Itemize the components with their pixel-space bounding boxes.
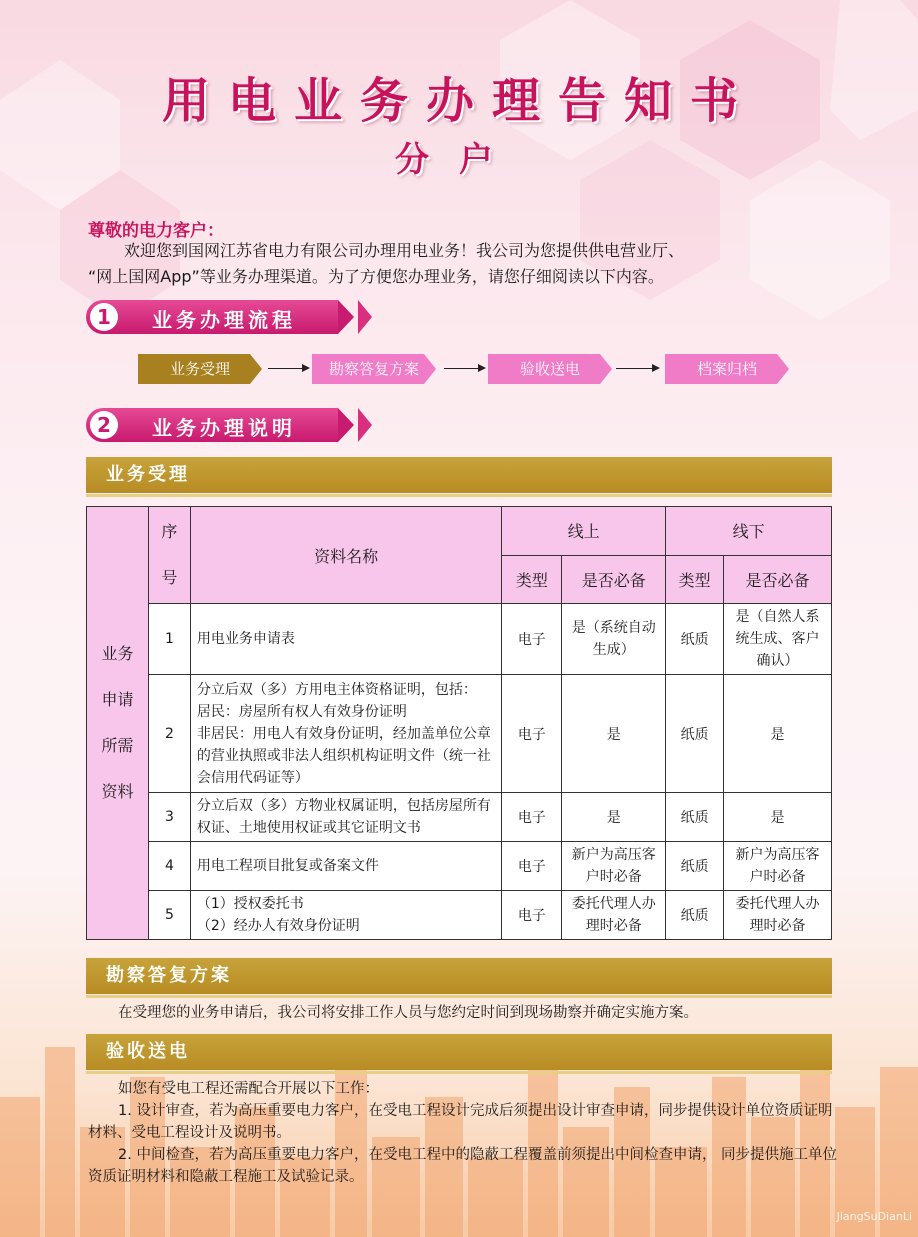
flow-step-label: 验收送电	[519, 360, 580, 378]
row-offline-required: 新户为高压客户时必备	[724, 842, 832, 891]
row-seq: 4	[148, 842, 190, 891]
survey-text: 在受理您的业务申请后，我公司将安排工作人员与您约定时间到现场勘察并确定实施方案。	[118, 1005, 698, 1021]
band-survey: 勘察答复方案	[86, 958, 832, 994]
acceptance-item-1: 1. 设计审查，若为高压重要电力客户，在受电工程设计完成后须提出设计审查申请，同步提供设计单位资质证明材料、受电工程设计及说明书。	[88, 1103, 833, 1141]
row-online-required: 是（系统自动生成）	[562, 604, 666, 675]
row-offline-type: 纸质	[666, 604, 724, 675]
section-number: 2	[90, 411, 118, 439]
flow-step-label: 勘察答复方案	[328, 360, 419, 378]
row-offline-required: 是	[724, 793, 832, 842]
flow-arrow	[616, 368, 658, 369]
flow-step-label: 业务受理	[169, 360, 230, 378]
row-online-type: 电子	[502, 604, 562, 675]
table-row	[87, 604, 832, 675]
band-acceptance: 验收送电	[86, 1034, 832, 1070]
acceptance-item-2: 2. 中间检查，若为高压重要电力客户，在受电工程中的隐蔽工程覆盖前须提出中间检查申请， 同步提供施工单位资质证明材料和隐蔽工程施工及试验记录。	[88, 1147, 838, 1185]
row-offline-required: 是	[724, 675, 832, 793]
page-subtitle: 分户	[395, 140, 523, 180]
row-online-required: 是	[562, 675, 666, 793]
flow-step-survey	[312, 354, 436, 384]
row-online-required: 新户为高压客户时必备	[562, 842, 666, 891]
process-flow	[138, 354, 798, 384]
band-accept: 业务受理	[86, 457, 832, 493]
row-offline-required: 委托代理人办理时必备	[724, 891, 832, 940]
acceptance-lead: 如您有受电工程还需配合开展以下工作：	[118, 1081, 379, 1097]
flow-step-archive	[665, 354, 789, 384]
table-row	[87, 842, 832, 891]
table-row	[87, 891, 832, 940]
row-online-required: 委托代理人办理时必备	[562, 891, 666, 940]
section-header-description	[86, 408, 372, 442]
header-required: 是否必备	[724, 555, 832, 604]
table-row	[87, 793, 832, 842]
intro-text	[88, 238, 838, 290]
intro-line-1: 欢迎您到国网江苏省电力有限公司办理用电业务！我公司为您提供供电营业厅、	[124, 241, 685, 260]
flow-step-acceptance	[488, 354, 612, 384]
flow-arrow	[444, 368, 484, 369]
header-online: 线上	[502, 507, 666, 556]
page-title: 用电业务办理告知书	[161, 73, 756, 129]
row-name: 用电工程项目批复或备案文件	[190, 842, 501, 891]
row-offline-type: 纸质	[666, 793, 724, 842]
row-name: 用电业务申请表	[190, 604, 501, 675]
row-seq: 1	[148, 604, 190, 675]
side-label: 业务 申请 所需 资料	[87, 507, 149, 940]
row-online-type: 电子	[502, 891, 562, 940]
header-required: 是否必备	[562, 555, 666, 604]
header-type: 类型	[502, 555, 562, 604]
row-offline-type: 纸质	[666, 675, 724, 793]
row-seq: 3	[148, 793, 190, 842]
header-type: 类型	[666, 555, 724, 604]
row-name: （1）授权委托书 （2）经办人有效身份证明	[190, 891, 501, 940]
watermark: JiangSuDianLi	[836, 1210, 912, 1223]
section-number: 1	[90, 303, 118, 331]
row-online-required: 是	[562, 793, 666, 842]
section-label: 业务办理流程	[152, 308, 296, 332]
row-name: 分立后双（多）方物业权属证明，包括房屋所有权证、土地使用权证或其它证明文书	[190, 793, 501, 842]
row-seq: 2	[148, 675, 190, 793]
requirements-table	[86, 506, 832, 940]
greeting: 尊敬的电力客户：	[88, 221, 224, 241]
row-online-type: 电子	[502, 793, 562, 842]
row-seq: 5	[148, 891, 190, 940]
row-offline-type: 纸质	[666, 891, 724, 940]
row-name: 分立后双（多）方用电主体资格证明，包括： 居民：房屋所有权人有效身份证明 非居民：用电人有效身份证明，经加盖单位公章的营业执照或非法人组织机构证明文件（统一社会信用代码证等）	[190, 675, 501, 793]
row-offline-type: 纸质	[666, 842, 724, 891]
row-offline-required: 是（自然人系统生成、客户确认）	[724, 604, 832, 675]
header-name: 资料名称	[190, 507, 501, 604]
header-seq: 序 号	[148, 507, 190, 604]
row-online-type: 电子	[502, 842, 562, 891]
table-row	[87, 675, 832, 793]
section-header-process	[86, 300, 372, 334]
header-offline: 线下	[666, 507, 832, 556]
flow-step-accept	[138, 354, 262, 384]
intro-line-2: “网上国网App”等业务办理渠道。为了方便您办理业务，请您仔细阅读以下内容。	[88, 267, 664, 286]
flow-step-label: 档案归档	[696, 360, 757, 378]
flow-arrow	[268, 368, 308, 369]
row-online-type: 电子	[502, 675, 562, 793]
acceptance-text	[88, 1078, 838, 1188]
section-label: 业务办理说明	[152, 416, 296, 440]
